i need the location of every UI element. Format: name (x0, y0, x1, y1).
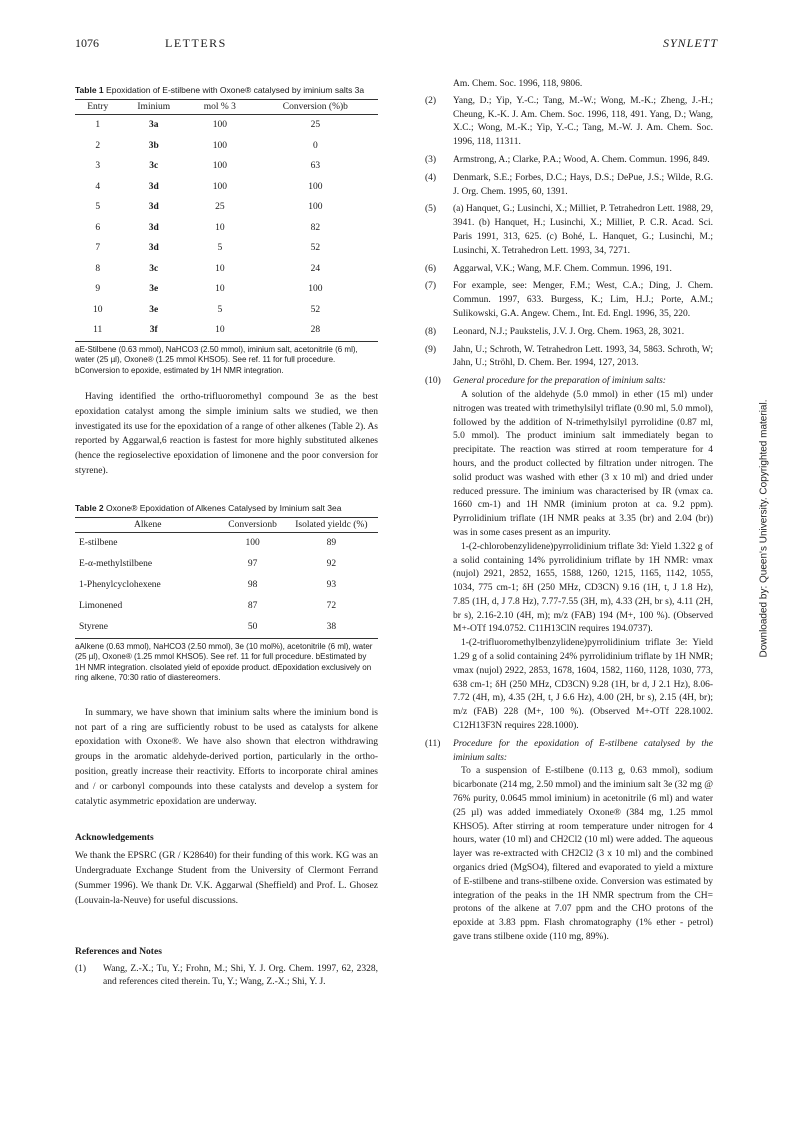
table1-cell: 6 (95, 222, 101, 233)
table2 (75, 517, 378, 639)
reference-text: For example, see: Menger, F.M.; West, C.A.; Ding, J. Chem. Commun. 1997, 633. Burgess, K.; Lim, H.J.; Porte, A.M.; Sulikowski, G.A. Angew. Chem., Int. Ed. Engl. 1996, 35, 220. (453, 281, 713, 319)
reference-number: (6) (425, 263, 437, 274)
table2-cell: 97 (247, 559, 258, 570)
table1-cell: 11 (75, 320, 120, 341)
table1-cell: 3d (148, 243, 159, 254)
reference-2 (425, 95, 713, 150)
table1-cell: 3e (149, 284, 159, 295)
reference-text: Jahn, U.; Schroth, W. Tetrahedron Lett. 1993, 34, 5863. Schroth, W; Jahn, U.; Ströhl, D. Chem. Ber. 1994, 127, 2013. (453, 344, 713, 369)
table2-cell: Styrene (75, 617, 220, 639)
journal-name: SYNLETT (662, 36, 718, 50)
table1-row (75, 136, 378, 157)
table1-cell: 3e (149, 304, 159, 315)
table1-row (75, 115, 378, 136)
table1-cell: 63 (310, 161, 321, 172)
table2-cell: 100 (245, 538, 260, 549)
table1-cell: 100 (308, 202, 323, 213)
table1-cell: 3d (148, 222, 159, 233)
table1-cell: 5 (217, 304, 223, 315)
table1-cell: 2 (95, 140, 101, 151)
reference-number: (11) (425, 738, 441, 749)
reference-paragraph: A solution of the aldehyde (5.0 mmol) in ether (15 ml) under nitrogen was treated with trimethylsilyl triflate (0.90 ml, 5.0 mmol), followed by the addition of N-trimethylsilyl pyrrolidine (0.87 ml, 5.0 mmol). The product iminium salt immediately began to precipitate. The reaction was stirred at room temperature for 4 hours, and the product collected by filtration under nitrogen. The solid product was washed with ether (3 x 10 ml) and dried under reduced pressure. The iminium was characterised by IR (νmax ca. 1660 cm-1) and 1H NMR (iminium proton at ca. 9.2 ppm). Pyrrolidinium triflate (1H NMR peaks at 3.35 (br) and 2.04 (br)) was in some cases present as an impurity. (453, 389, 713, 538)
table2-label: Table 2 (75, 502, 104, 513)
table1-cell: 100 (212, 161, 227, 172)
reference-7 (425, 280, 713, 321)
table1-footnote: aE-Stilbene (0.63 mmol), NaHCO3 (2.50 mmol), iminium salt, acetonitrile (6 ml), water (25 µl), Oxone® (1.25 mmol KHSO5). See ref. 11 for full procedure. bConversion to epoxide, estimated by 1H NMR integration. (75, 344, 358, 375)
table1-cell: 100 (212, 181, 227, 192)
table1-cell: 52 (310, 304, 321, 315)
table1-cell: 0 (312, 140, 318, 151)
table1-cell: 100 (212, 120, 227, 131)
reference-6 (425, 263, 713, 277)
table1-cell: 10 (215, 284, 225, 295)
reference-title: Procedure for the epoxidation of E-stilbene catalysed by the iminium salts: (453, 738, 713, 763)
table1-header: mol % 3 (187, 100, 253, 115)
table1-row (75, 218, 378, 239)
table2-cell: 92 (326, 559, 337, 570)
table2-row (75, 575, 378, 596)
reference-title: General procedure for the preparation of iminium salts: (453, 376, 666, 387)
table2-cell: E-α-methylstilbene (79, 559, 153, 570)
download-watermark (757, 380, 771, 680)
table1-cell: 25 (215, 202, 225, 213)
reference-1-continued (425, 78, 713, 92)
reference-text: Denmark, S.E.; Forbes, D.C.; Hays, D.S.; DePue, J.S.; Wilde, R.G. J. Org. Chem. 1995, 60, 1391. (453, 172, 713, 197)
table1-cell: 82 (310, 222, 321, 233)
reference-4 (425, 172, 713, 200)
reference-1 (75, 963, 378, 991)
table1-row (75, 177, 378, 198)
table1-cell: 7 (95, 243, 101, 254)
reference-number: (1) (75, 963, 87, 974)
reference-number: (9) (425, 344, 437, 355)
table1-row (75, 238, 378, 259)
reference-paragraph: 1-(2-chlorobenzylidene)pyrrolidinium triflate 3d: Yield 1.322 g of a solid containing 14% pyrrolidinium triflate by 1H NMR: νmax (nujol) 2921, 2852, 1655, 1588, 1260, 1215, 1165, 1142, 1055, 1034, 775 cm-1; δH (250 MHz, CD3CN) 9.16 (1H, t, J 1.8 Hz), 7.85 (1H, d, J 7.8 Hz), 7.77-7.55 (3H, m), 4.33 (2H, br s), 4.11 (2H, br s), 2.16-2.10 (4H, m); m/z (FAB) 194 (M+, 100 %). (Observed M+-OTf 194.0752. C11H13ClN requires 194.0737). (453, 541, 713, 635)
table1-cell: 3c (149, 263, 159, 274)
paragraph-summary: In summary, we have shown that iminium salts where the iminium bond is not part of a ring are sufficiently robust to be used as catalysts for alkene epoxidation with Oxone®. We have also shown that electron withdrawing groups in the aromatic aldehyde-derived portion, particularly in the ortho-position, greatly increase their reactivity. Efforts to incorporate chiral amines and / or carbonyl compounds into these catalysts and develop a system for catalytic asymmetric epoxidation are underway. (75, 707, 378, 807)
table1-cell: 100 (308, 181, 323, 192)
table2-cell: 1-Phenylcyclohexene (79, 580, 161, 591)
reference-number: (5) (425, 204, 437, 215)
table1-caption (75, 85, 378, 96)
table2-cell: 93 (326, 580, 337, 591)
table1-cell: 3a (149, 120, 159, 131)
download-watermark-text: Downloaded by: Queen's University. Copyrighted material. (758, 399, 770, 658)
table2-row (75, 596, 378, 617)
reference-paragraph: To a suspension of E-stilbene (0.113 g, 0.63 mmol), sodium bicarbonate (214 mg, 2.50 mmol) and the iminium salt 3e (32 mg @ 76% purity, 0.0645 mmol iminium) in acetonitrile (6 ml) and water (25 µl) was added immediately Oxone® (384 mg, 1.25 mmol KHSO5). After stirring at room temperature under nitrogen for 4 hours, water (10 ml) and CH2Cl2 (10 ml) were added. The aqueous layer was re-extracted with CH2Cl2 (3 x 10 ml) and the combined organics dried (MgSO4), filtered and evaporated to yield a mixture of E-stilbene and trans-stilbene oxide. Conversion was estimated by integration of the peaks in the 1H NMR spectrum from the CH= protons of the alkene at 7.07 ppm and the CHO protons of the epoxide at 3.83 ppm. Flash chromatography (1% ether - petrol) gave trans stilbene oxide (110 mg, 89%). (453, 766, 713, 943)
reference-3 (425, 154, 713, 168)
table1-cell: 3f (120, 320, 187, 341)
table1-row (75, 279, 378, 300)
reference-number: (7) (425, 281, 437, 292)
reference-text: Wang, Z.-X.; Tu, Y.; Frohn, M.; Shi, Y. J. Org. Chem. 1997, 62, 2328, and references cited therein. Tu, Y.; Wang, Z.-X.; Shi, Y. J. (103, 963, 378, 988)
table1-cell: 52 (310, 243, 321, 254)
reference-9 (425, 344, 713, 372)
reference-text: Yang, D.; Yip, Y.-C.; Tang, M.-W.; Wong, M.-K.; Zheng, J.-H.; Cheung, K.-K. J. Am. Chem. Soc. 1996, 118, 491. Yang, D.; Wang, X.C.; Wong, M.-K.; Yip, Y.-C.; Tang, M.-W. J. Am. Chem. Soc. 1996, 118, 11311. (453, 95, 713, 148)
table2-header-row (75, 517, 378, 532)
table2-cell: 89 (326, 538, 337, 549)
reference-number: (4) (425, 172, 437, 183)
table2-cell: 98 (247, 580, 258, 591)
table1-cell: 5 (217, 243, 223, 254)
table2-caption (75, 503, 378, 514)
reference-text: Armstrong, A.; Clarke, P.A.; Wood, A. Chem. Commun. 1996, 849. (453, 154, 710, 165)
reference-11 (425, 738, 713, 945)
references-heading: References and Notes (75, 946, 162, 957)
table2-cell: E-stilbene (79, 538, 118, 549)
table1-cell: 24 (310, 263, 321, 274)
table1-cell: 100 (308, 284, 323, 295)
reference-text: Aggarwal, V.K.; Wang, M.F. Chem. Commun. 1996, 191. (453, 263, 672, 274)
table1-header-row (75, 100, 378, 115)
page-header (75, 36, 718, 52)
table2-header: Conversionb (220, 517, 284, 532)
reference-text: Am. Chem. Soc. 1996, 118, 9806. (453, 79, 583, 89)
reference-number: (8) (425, 326, 437, 337)
table1-header: Iminium (120, 100, 187, 115)
table1-row (75, 320, 378, 341)
table1-cell: 9 (95, 284, 101, 295)
table1-cell: 3b (148, 140, 159, 151)
table2-row (75, 617, 378, 639)
table1-header: Conversion (%)b (253, 100, 378, 115)
reference-paragraph: 1-(2-trifluoromethylbenzylidene)pyrrolidinium triflate 3e: Yield 1.29 g of a solid containing 24% pyrrolidinium triflate by 1H NMR; νmax (nujol) 2922, 2853, 1678, 1604, 1582, 1160, 1128, 1030, 773, 638 cm-1; δH (250 MHz, CD3CN) 9.28 (1H, br d, J 2.1 Hz), 8.06-7.72 (4H, m), 4.35 (2H, t, J 6.6 Hz), 4.00 (2H, br s), 2.15 (4H, br); m/z (FAB) 228 (M+, 100 %). (Observed M+-OTf 228.1002. C12H13F3N requires 228.1000). (453, 638, 713, 732)
reference-text: (a) Hanquet, G.; Lusinchi, X.; Milliet, P. Tetrahedron Lett. 1988, 29, 3941. (b) Hanquet, H.; Lusinchi, X.; Milliet, P. C.R. Acad. Sci. Paris 1991, 313, 625. (c) Bohé, L. Hanquet, G.; Lusinchi, M.; Lusinchi, X. Tetrahedron Lett. 1993, 34, 7271. (453, 204, 713, 256)
reference-number: (2) (425, 95, 437, 106)
table1-row (75, 197, 378, 218)
reference-number: (3) (425, 154, 437, 165)
table2-row (75, 532, 378, 554)
table1-cell: 3d (148, 202, 159, 213)
table1-cell: 100 (212, 140, 227, 151)
reference-8 (425, 326, 713, 340)
table1-header: Entry (75, 100, 120, 115)
table2-caption-text: Oxone® Epoxidation of Alkenes Catalysed by Iminium salt 3ea (106, 502, 342, 513)
table1-label: Table 1 (75, 85, 104, 95)
right-column (425, 78, 713, 945)
reference-10 (425, 375, 713, 734)
table1-cell: 25 (310, 120, 321, 131)
page-number: 1076 (75, 36, 99, 50)
table2-cell: 50 (220, 617, 284, 639)
acknowledgements-heading: Acknowledgements (75, 833, 154, 844)
table2-footnote: aAlkene (0.63 mmol), NaHCO3 (2.50 mmol), 3e (10 mol%), acetonitrile (6 ml), water (25 µl), Oxone® (1.25 mmol KHSO5). See ref. 11 for full procedure. bEstimated by 1H NMR integration. cIsolated yield of epoxide product. dEpoxidation exclusively on ring alkene, 70:30 ratio of diastereomers. (75, 641, 373, 683)
table2-header: Isolated yieldc (%) (285, 517, 378, 532)
table1-cell: 10 (215, 263, 225, 274)
reference-number: (10) (425, 376, 441, 387)
table1 (75, 99, 378, 342)
table2-cell: 87 (247, 601, 258, 612)
table1-cell: 5 (95, 202, 101, 213)
table1-cell: 3 (95, 161, 101, 172)
table2-cell: Limonened (79, 601, 123, 612)
table1-cell: 28 (253, 320, 378, 341)
table1-cell: 8 (95, 263, 101, 274)
table1-row (75, 156, 378, 177)
table1-cell: 10 (187, 320, 253, 341)
section-title: LETTERS (165, 36, 227, 50)
table2-header: Alkene (75, 517, 220, 532)
paragraph-results: Having identified the ortho-trifluoromethyl compound 3e as the best epoxidation catalyst among the simple iminium salts we studied, we then investigated its use for the epoxidation of a range of other alkenes (Table 2). As reported by Aggarwal,6 reaction is fastest for more highly substituted alkenes (hence the regioselective epoxidation of limonene and the poor conversion for styrene). (75, 392, 378, 476)
table1-caption-text: Epoxidation of E-stilbene with Oxone® catalysed by iminium salts 3a (106, 85, 365, 95)
table1-row (75, 300, 378, 321)
acknowledgements-text: We thank the EPSRC (GR / K28640) for their funding of this work. KG was an Undergraduate Exchange Student from the University of Clermont Ferrand (Summer 1996). We thank Dr. V.K. Aggarwal (Sheffield) and Prof. L. Ghosez (Louvain-la-Neuve) for useful discussions. (75, 851, 378, 906)
left-column (75, 85, 378, 990)
table1-cell: 3c (149, 161, 159, 172)
table1-cell: 4 (95, 181, 101, 192)
table2-cell: 38 (285, 617, 378, 639)
reference-text: Leonard, N.J.; Paukstelis, J.V. J. Org. Chem. 1963, 28, 3021. (453, 326, 685, 337)
table1-cell: 1 (95, 120, 101, 131)
table1-cell: 10 (215, 222, 225, 233)
table1-row (75, 259, 378, 280)
table1-cell: 3d (148, 181, 159, 192)
table2-row (75, 554, 378, 575)
table1-cell: 10 (92, 304, 103, 315)
reference-5 (425, 203, 713, 258)
table2-cell: 72 (326, 601, 337, 612)
